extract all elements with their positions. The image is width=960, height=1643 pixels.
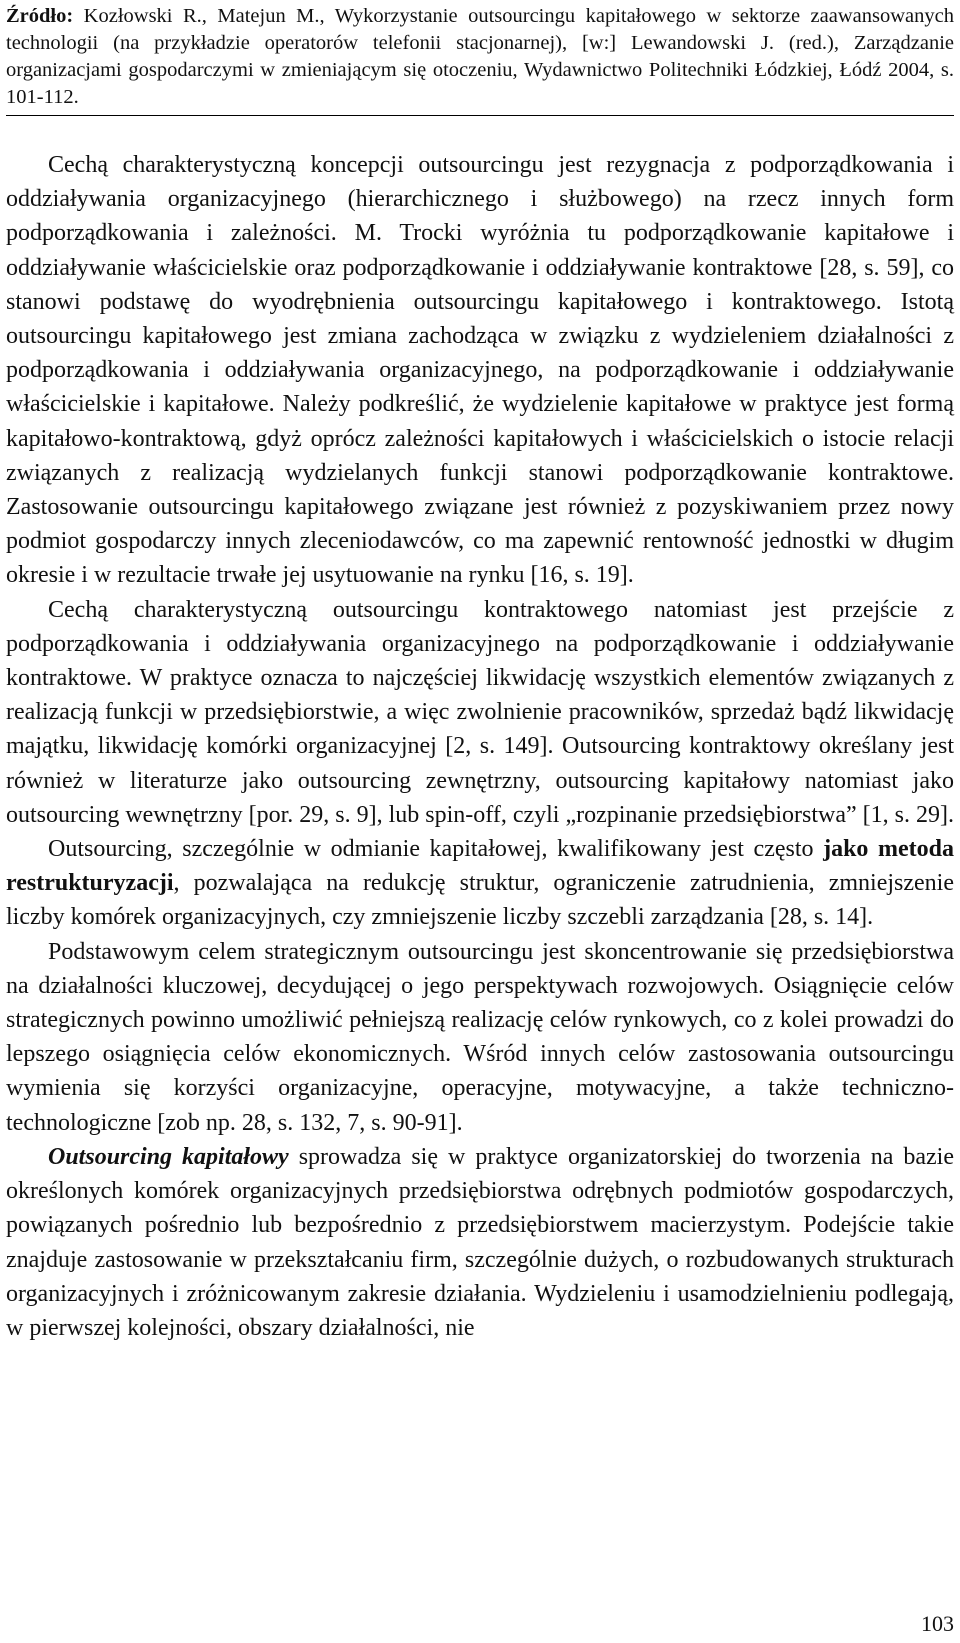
- restructuring-emphasis: jako metoda restrukturyzacji: [6, 836, 954, 897]
- paragraph-restructuring-method: [6, 832, 954, 935]
- source-citation: [6, 3, 954, 116]
- paragraph-restructuring-start: Outsourcing, szczególnie w odmianie kapitałowej, kwalifikowany jest często: [48, 836, 824, 863]
- source-label: Źródło:: [6, 5, 74, 27]
- paragraph-capital-contract-outsourcing: Cechą charakterystyczną koncepcji outsourcingu jest rezygnacja z podporządkowania i oddziaływania organizacyjnego (hierarchicznego i służbowego) na rzecz innych form podporządkowania i zależności. M. Trocki wyróżnia tu podporządkowanie kapitałowe i oddziaływanie właścicielskie oraz podporządkowanie i oddziaływanie kontraktowe [28, s. 59], co stanowi podstawę do wyodrębnienia outsourcingu kapitałowego i kontraktowego. Istotą outsourcingu kapitałowego jest zmiana zachodząca w związku z wydzieleniem działalności z podporządkowania i oddziaływania organizacyjnego, na podporządkowanie i oddziaływanie właścicielskie i kapitałowe. Należy podkreślić, że wydzielenie kapitałowe w praktyce jest formą kapitałowo-kontraktową, gdyż oprócz zależności kapitałowych i właścicielskich o istocie relacji związanych z realizacją wydzielanych funkcji stanowi podporządkowanie kontraktowe. Zastosowanie outsourcingu kapitałowego związane jest również z pozyskiwaniem przez nowy podmiot gospodarczy innych zleceniodawców, co ma zapewnić rentowność jednostki w długim okresie i w rezultacie trwałe jej usytuowanie na rynku [16, s. 19].: [6, 152, 954, 589]
- paragraph-strategic-goal: Podstawowym celem strategicznym outsourcingu jest skoncentrowanie się przedsiębiorstwa na działalności kluczowej, decydującej o jego perspektywach rozwojowych. Osiągnięcie celów strategicznych powinno umożliwić pełniejszą realizację celów rynkowych, co z kolei prowadzi do lepszego osiągnięcia celów ekonomicznych. Wśród innych celów zastosowania outsourcingu wymienia się korzyści organizacyjne, operacyjne, motywacyjne, a także techniczno-technologiczne [zob np. 28, s. 132, 7, s. 90-91].: [6, 938, 954, 1136]
- paragraph-capital-outsourcing: [6, 1140, 954, 1345]
- paragraph-restructuring-end: , pozwalająca na redukcję struktur, ograniczenie zatrudnienia, zmniejszenie liczby komórek organizacyjnych, czy zmniejszenie liczby szczebli zarządzania [28, s. 14].: [6, 870, 954, 931]
- paragraph-capital-outsourcing-rest: sprowadza się w praktyce organizatorskiej do tworzenia na bazie określonych komórek organizacyjnych przedsiębiorstwa odrębnych podmiotów gospodarczych, powiązanych pośrednio lub bezpośrednio z przedsiębiorstwem macierzystym. Podejście takie znajduje zastosowanie w przekształcaniu firm, szczególnie dużych, o rozbudowanych strukturach organizacyjnych i zróżnicowanym zakresie działania. Wydzieleniu i usamodzielnieniu podlegają, w pierwszej kolejności, obszary działalności, nie: [6, 1143, 955, 1341]
- paragraph-contract-outsourcing: Cechą charakterystyczną outsourcingu kontraktowego natomiast jest przejście z podporządkowania i oddziaływania organizacyjnego na podporządkowanie i oddziaływanie kontraktowe. W praktyce oznacza to najczęściej likwidację wszystkich elementów związanych z realizacją funkcji w przedsiębiorstwie, a więc zwolnienie pracowników, sprzedaż bądź likwidację majątku, likwidację komórki organizacyjnej [2, s. 149]. Outsourcing kontraktowy określany jest również w literaturze jako outsourcing zewnętrzny, outsourcing kapitałowy natomiast jako outsourcing wewnętrzny [por. 29, s. 9], lub spin-off, czyli „rozpinanie przedsiębiorstwa” [1, s. 29].: [6, 596, 954, 828]
- source-text: Kozłowski R., Matejun M., Wykorzystanie outsourcingu kapitałowego w sektorze zaawansowanych technologii (na przykładzie operatorów telefonii stacjonarnej), [w:] Lewandowski J. (red.), Zarządzanie organizacjami gospodarczymi w zmieniającym się otoczeniu, Wydawnictwo Politechniki Łódzkiej, Łódź 2004, s. 101-112.: [6, 5, 954, 108]
- body-text: [6, 148, 954, 1345]
- page-number: 103: [921, 1611, 954, 1636]
- capital-outsourcing-term: Outsourcing kapitałowy: [48, 1143, 289, 1170]
